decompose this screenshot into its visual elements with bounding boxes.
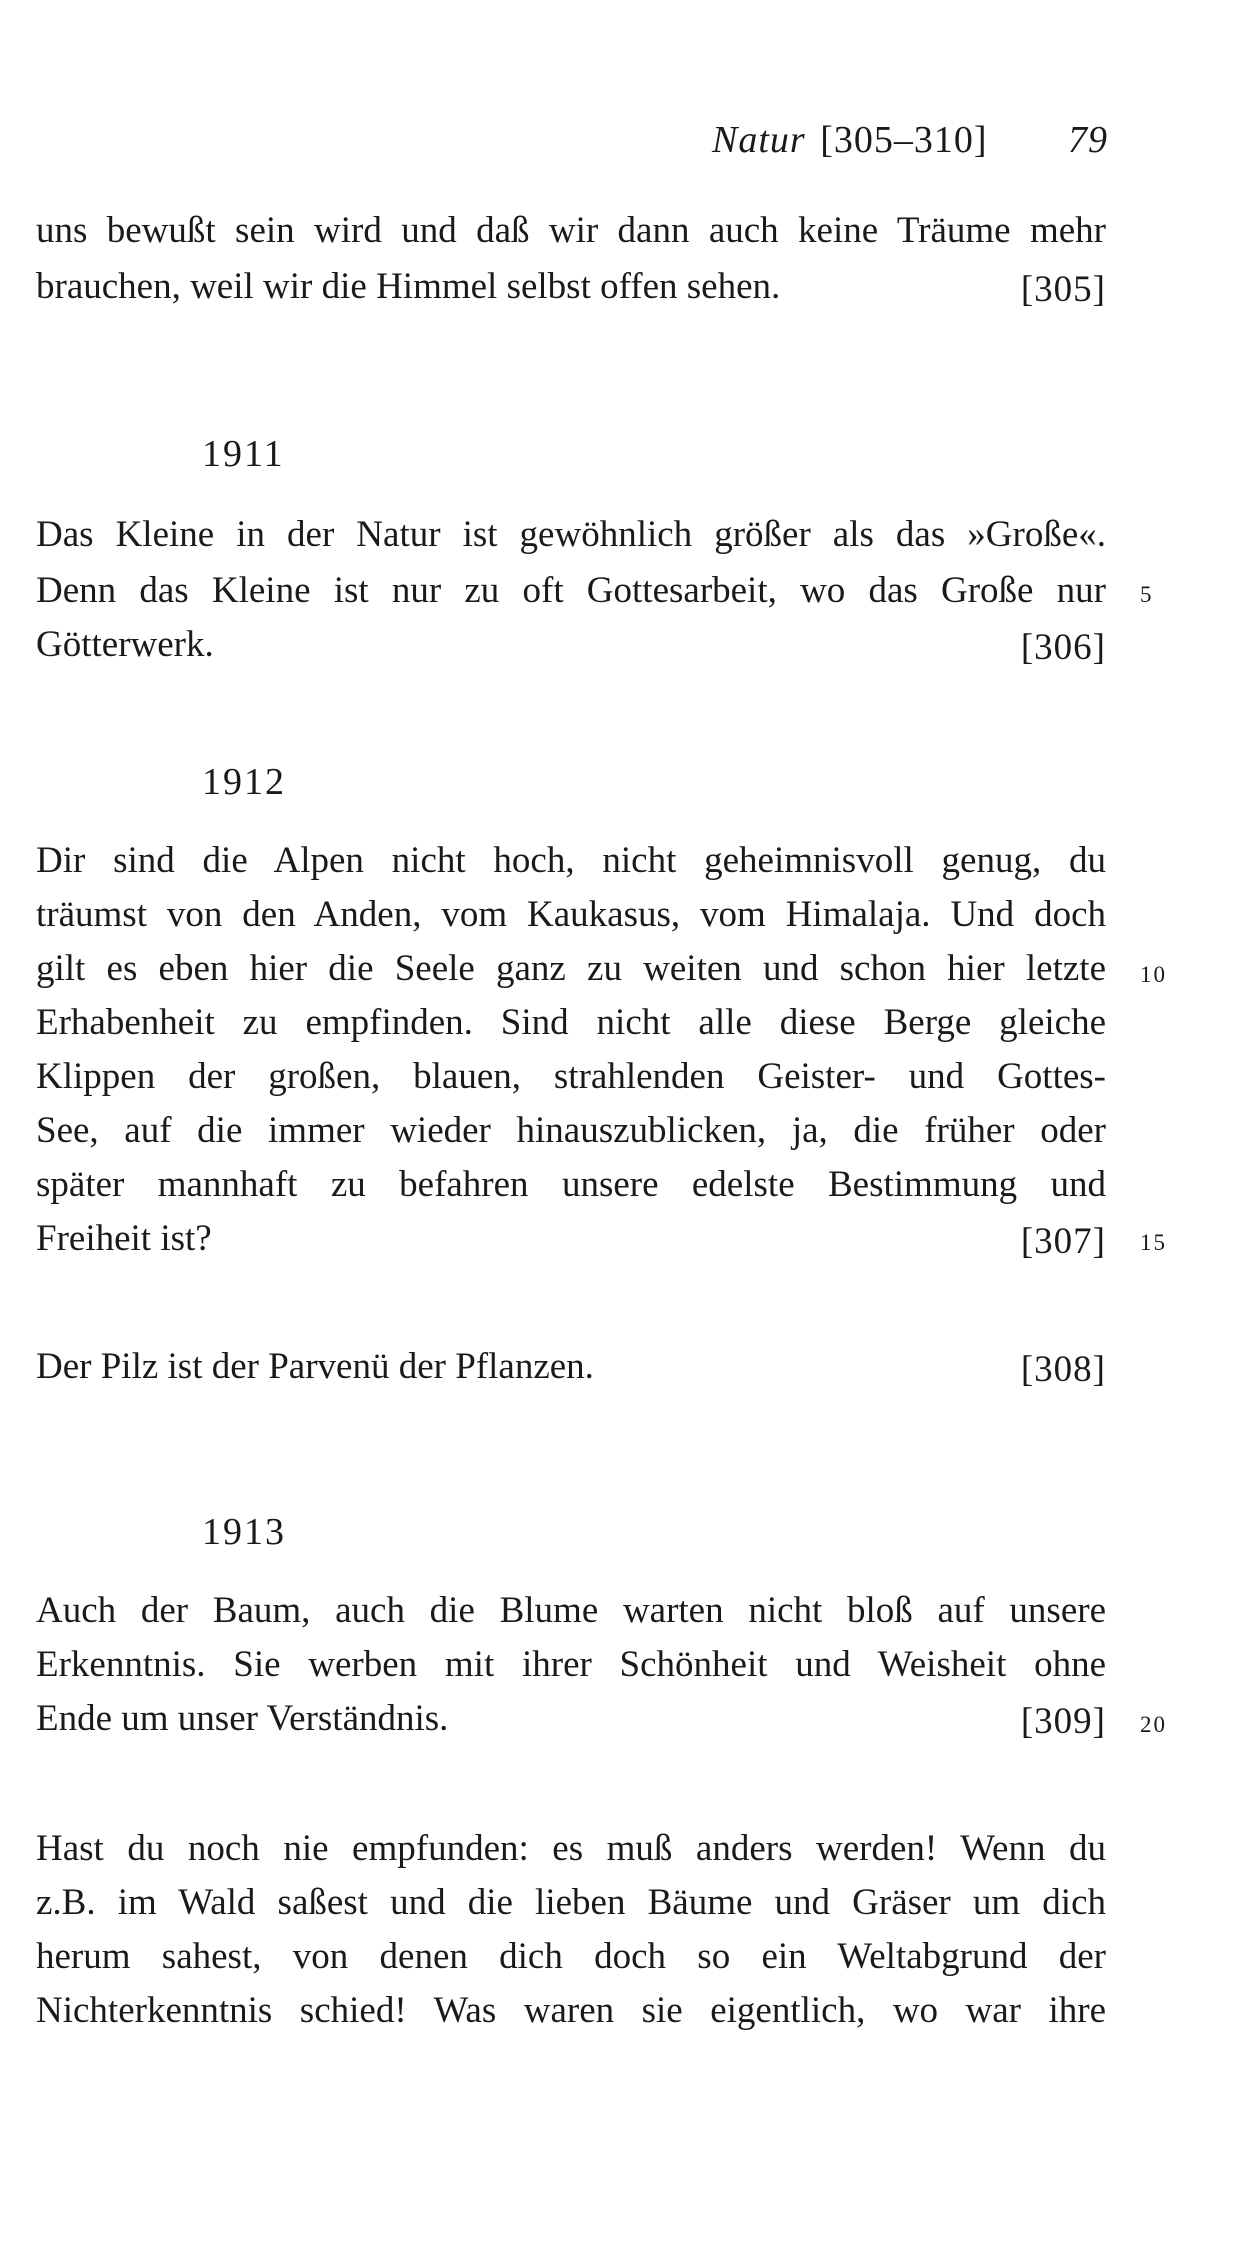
aphorism-number: [305]	[1020, 269, 1106, 310]
year-heading: 1912	[202, 761, 286, 803]
text-line: später mannhaft zu befahren unsere edelste Bestimmung und	[36, 1164, 1106, 1205]
text-line: See, auf die immer wieder hinauszublicken, ja, die früher oder	[36, 1110, 1106, 1151]
text-line: Nichterkenntnis schied! Was waren sie eigentlich, wo war ihre	[36, 1990, 1106, 2031]
aphorism-number: [308]	[1020, 1349, 1106, 1390]
line-number: 5	[1140, 582, 1154, 607]
text-line: Freiheit ist?	[36, 1218, 212, 1259]
line-number: 15	[1140, 1230, 1167, 1255]
text-line: uns bewußt sein wird und daß wir dann auch keine Träume mehr	[36, 210, 1106, 251]
year-heading: 1913	[202, 1511, 286, 1553]
text-line: Das Kleine in der Natur ist gewöhnlich größer als das »Große«.	[36, 514, 1106, 555]
text-line: Auch der Baum, auch die Blume warten nicht bloß auf unsere	[36, 1590, 1106, 1631]
line-number: 20	[1140, 1712, 1167, 1737]
page-range: [305–310]	[820, 119, 988, 161]
line-number: 10	[1140, 962, 1167, 987]
text-line: z.B. im Wald saßest und die lieben Bäume und Gräser um dich	[36, 1882, 1106, 1923]
running-title: Natur	[711, 119, 806, 161]
text-line: Denn das Kleine ist nur zu oft Gottesarbeit, wo das Große nur	[36, 570, 1106, 611]
text-line: Hast du noch nie empfunden: es muß anders werden! Wenn du	[36, 1828, 1106, 1869]
page-number: 79	[1068, 119, 1108, 161]
text-line: träumst von den Anden, vom Kaukasus, vom Himalaja. Und doch	[36, 894, 1106, 935]
text-line: Ende um unser Verständnis.	[36, 1698, 449, 1739]
text-line: brauchen, weil wir die Himmel selbst offen sehen.	[36, 266, 781, 307]
text-line: Erkenntnis. Sie werben mit ihrer Schönheit und Weisheit ohne	[36, 1644, 1106, 1685]
text-line: Dir sind die Alpen nicht hoch, nicht geheimnisvoll genug, du	[36, 840, 1106, 881]
aphorism-number: [309]	[1020, 1701, 1106, 1742]
text-line: gilt es eben hier die Seele ganz zu weiten und schon hier letzte	[36, 948, 1106, 989]
text-line: Klippen der großen, blauen, strahlenden Geister- und Gottes-	[36, 1056, 1106, 1097]
text-line: Der Pilz ist der Parvenü der Pflanzen.	[36, 1346, 594, 1387]
year-heading: 1911	[202, 433, 285, 475]
text-line: herum sahest, von denen dich doch so ein Weltabgrund der	[36, 1936, 1106, 1977]
aphorism-number: [306]	[1020, 627, 1106, 668]
running-header	[712, 118, 1108, 162]
text-line: Götterwerk.	[36, 624, 214, 665]
text-line: Erhabenheit zu empfinden. Sind nicht alle diese Berge gleiche	[36, 1002, 1106, 1043]
aphorism-number: [307]	[1020, 1221, 1106, 1262]
